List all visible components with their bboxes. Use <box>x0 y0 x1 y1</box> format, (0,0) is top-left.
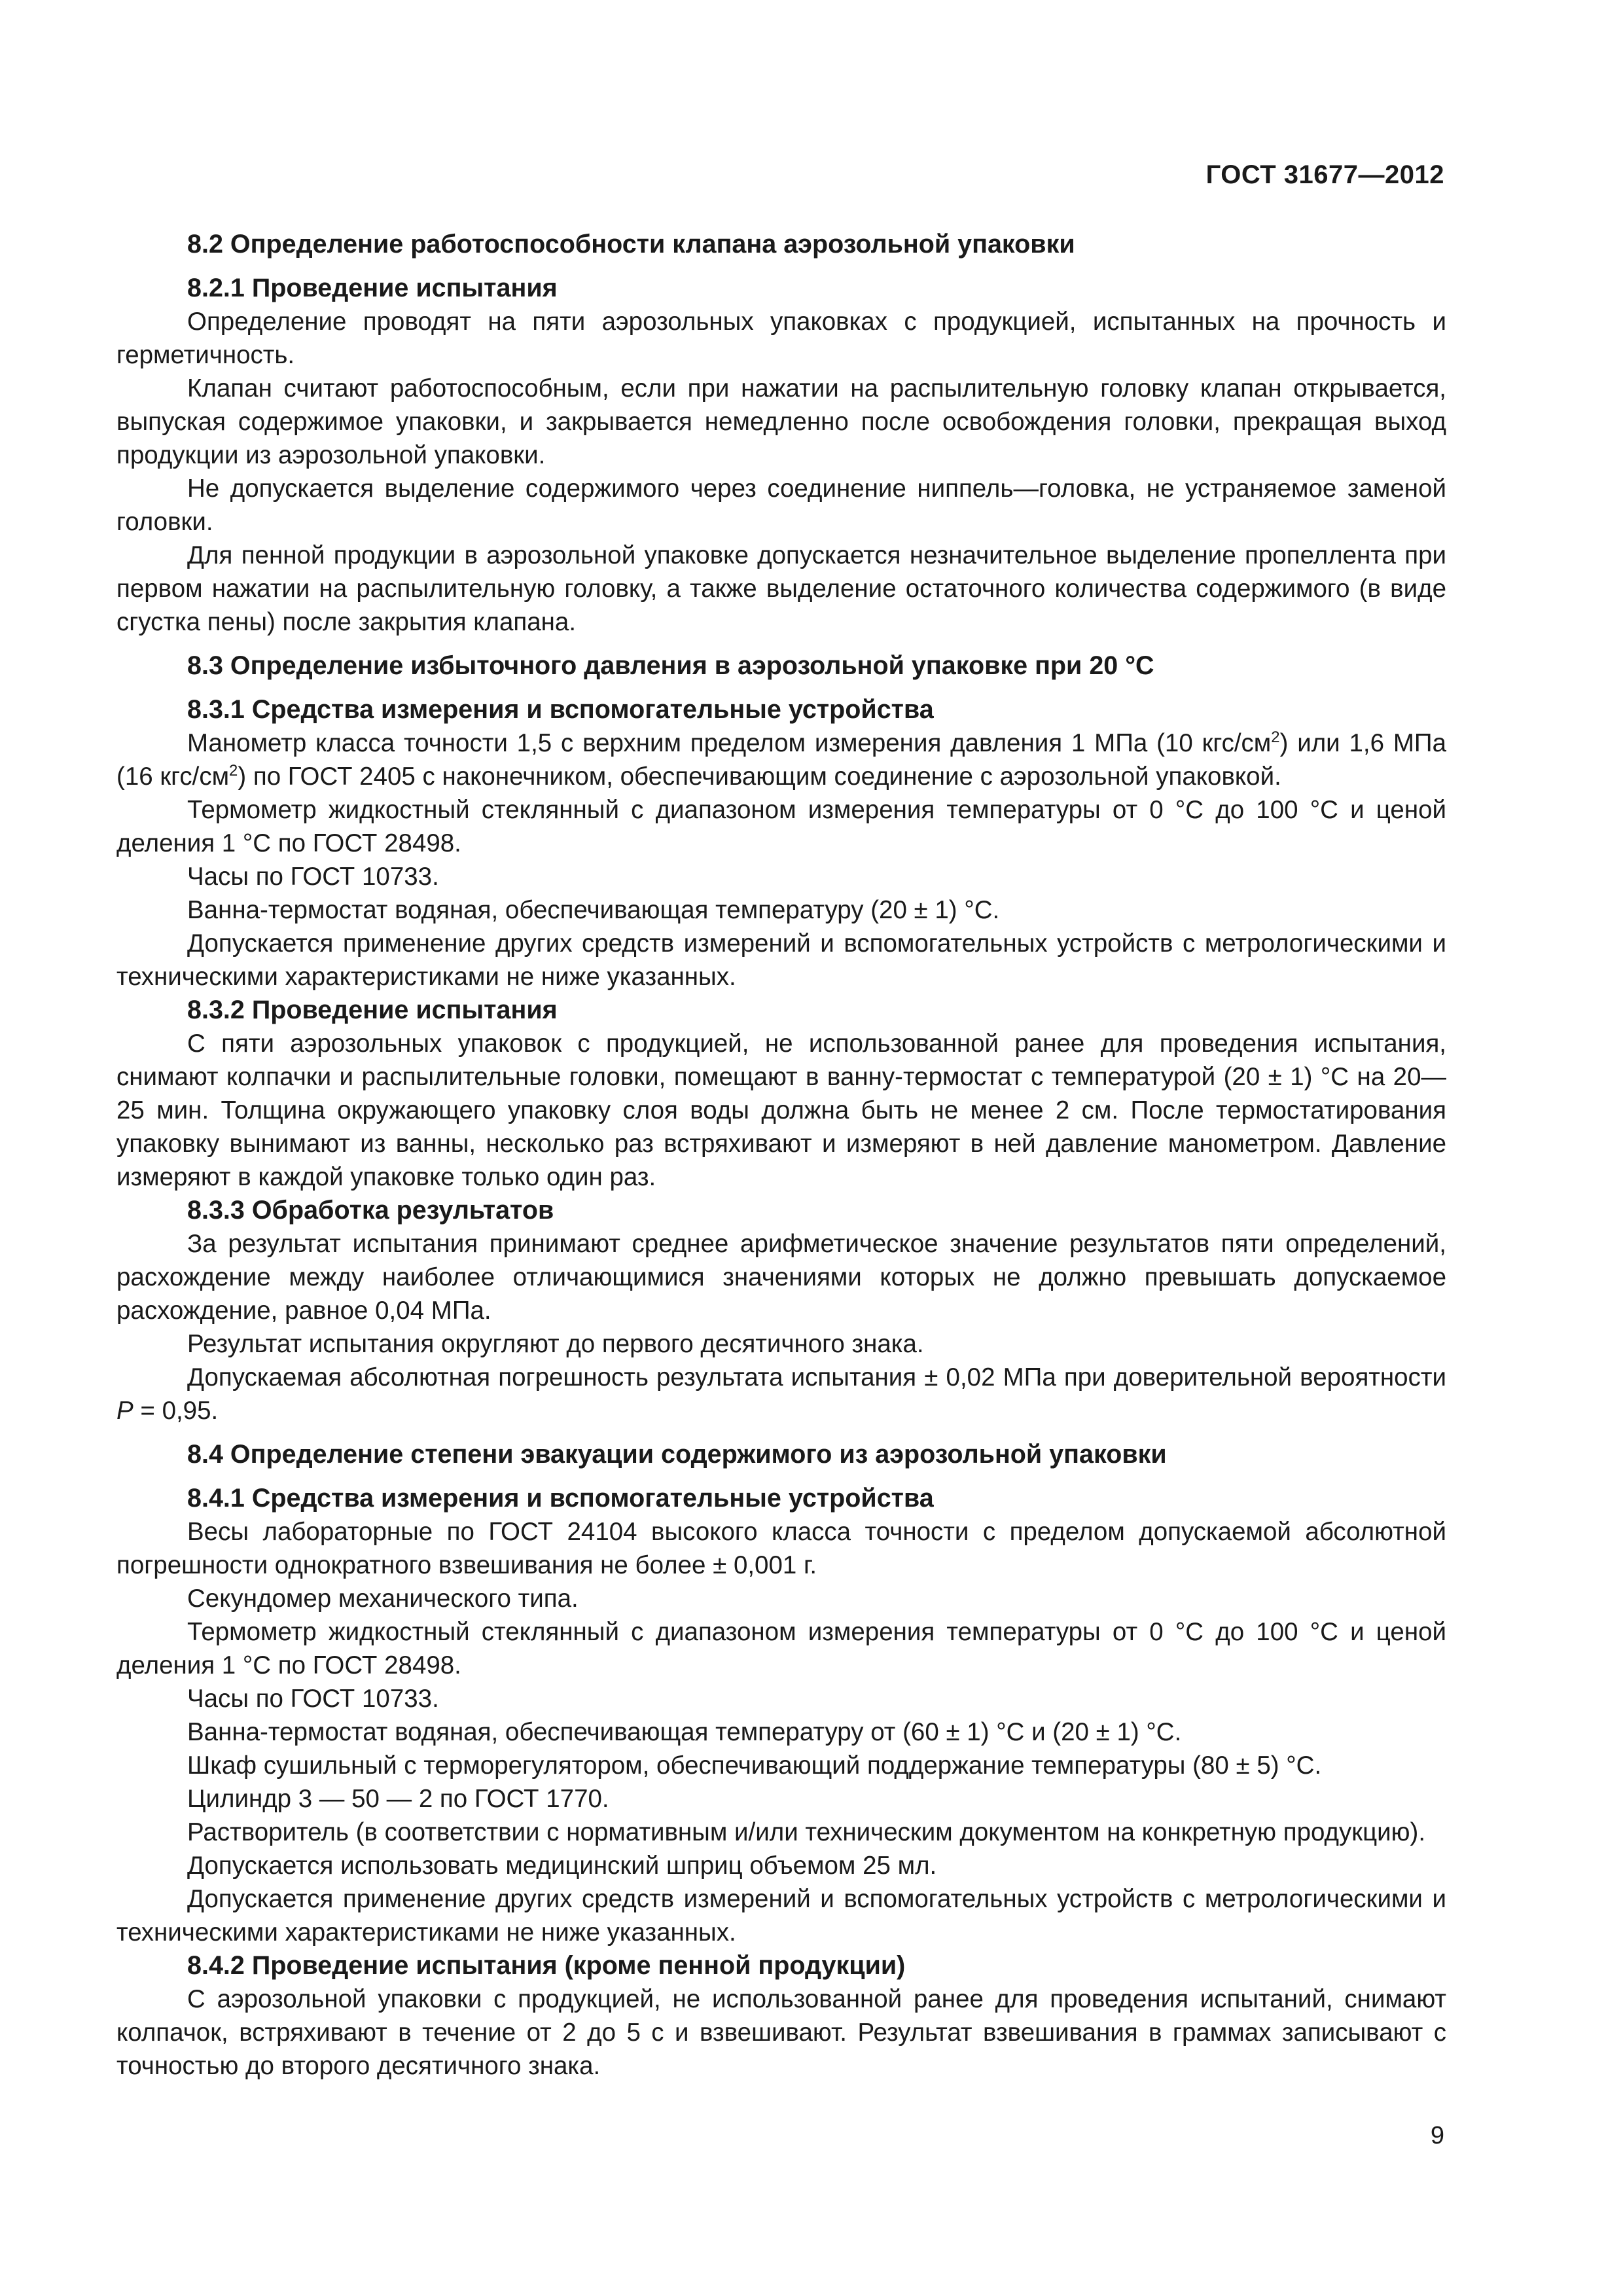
paragraph: Ванна-термостат водяная, обеспечивающая температуру от (60 ± 1) °С и (20 ± 1) °С. <box>187 1718 1182 1746</box>
subsection-heading-8-3-2: 8.3.2 Проведение испытания <box>187 996 558 1024</box>
superscript: 2 <box>1271 728 1280 747</box>
text-run: ) или 1,6 МПа (16 кгс/см <box>116 729 1447 791</box>
subsection-heading-8-3-1: 8.3.1 Средства измерения и вспомогательные устройства <box>187 695 934 724</box>
paragraph: Ванна-термостат водяная, обеспечивающая температуру (20 ± 1) °С. <box>187 896 1000 924</box>
paragraph: Весы лабораторные по ГОСТ 24104 высокого класса точности с пределом допускаемой абсолютной погрешности однократного взвешивания не более ± 0,001 г. <box>116 1518 1446 1579</box>
paragraph: Результат испытания округляют до первого десятичного знака. <box>187 1330 924 1358</box>
document-code-header: ГОСТ 31677—2012 <box>1205 160 1444 189</box>
subsection-heading-8-3-3: 8.3.3 Обработка результатов <box>187 1196 554 1225</box>
subsection-heading-8-2-1: 8.2.1 Проведение испытания <box>187 274 558 302</box>
section-heading-8-4: 8.4 Определение степени эвакуации содержимого из аэрозольной упаковки <box>187 1440 1167 1469</box>
paragraph: С пяти аэрозольных упаковок с продукцией, не использованной ранее для проведения испытания, снимают колпачки и распылительные головки, помещают в ванну-термостат с температурой (20 ± 1) °С на 20—25 мин. Толщина окружающего упаковку слоя воды должна быть не менее 2 см. После термостатирования упаковку вынимают из ванны, несколько раз встряхивают и измеряют в ней давление манометром. Давление измеряют в каждой упаковке только один раз. <box>116 1030 1446 1191</box>
page-number: 9 <box>1430 2122 1444 2149</box>
paragraph: За результат испытания принимают среднее арифметическое значение результатов пяти определений, расхождение между наиболее отличающимися значениями которых не должно превышать допускаемое расхождение, равное 0,04 МПа. <box>116 1230 1446 1325</box>
text-run: Допускаемая абсолютная погрешность результата испытания ± 0,02 МПа при доверительной вероятности <box>187 1363 1446 1391</box>
paragraph: Не допускается выделение содержимого через соединение ниппель—головка, не устраняемое заменой головки. <box>116 475 1446 536</box>
text-run: Манометр класса точности 1,5 с верхним пределом измерения давления 1 МПа (10 кгс/см <box>187 729 1272 757</box>
subsection-heading-8-4-1: 8.4.1 Средства измерения и вспомогательные устройства <box>187 1484 934 1513</box>
paragraph: Для пенной продукции в аэрозольной упаковке допускается незначительное выделение пропеллента при первом нажатии на распылительную головку, а также выделение остаточного количества содержимого (в виде сгустка пены) после закрытия клапана. <box>116 541 1446 636</box>
paragraph: Клапан считают работоспособным, если при нажатии на распылительную головку клапан открывается, выпуская содержимое упаковки, и закрывается немедленно после освобождения головки, прекращая выход продукции из аэрозольной упаковки. <box>116 374 1446 469</box>
paragraph: Термометр жидкостный стеклянный с диапазоном измерения температуры от 0 °С до 100 °С и ценой деления 1 °С по ГОСТ 28498. <box>116 796 1446 857</box>
paragraph: Допускается применение других средств измерений и вспомогательных устройств с метрологическими и техническими характеристиками не ниже указанных. <box>116 1885 1446 1946</box>
text-run: ) по ГОСТ 2405 с наконечником, обеспечивающим соединение с аэрозольной упаковкой. <box>238 762 1281 791</box>
paragraph: Допускается применение других средств измерений и вспомогательных устройств с метрологическими и техническими характеристиками не ниже указанных. <box>116 929 1446 991</box>
paragraph: Допускается использовать медицинский шприц объемом 25 мл. <box>187 1852 937 1880</box>
paragraph <box>116 1361 1446 1427</box>
paragraph: Растворитель (в соответствии с нормативным и/или техническим документом на конкретную продукцию). <box>187 1818 1426 1846</box>
paragraph: Термометр жидкостный стеклянный с диапазоном измерения температуры от 0 °С до 100 °С и ценой деления 1 °С по ГОСТ 28498. <box>116 1618 1446 1679</box>
paragraph: Цилиндр 3 — 50 — 2 по ГОСТ 1770. <box>187 1785 609 1813</box>
paragraph: Часы по ГОСТ 10733. <box>187 1685 439 1713</box>
paragraph: Определение проводят на пяти аэрозольных упаковках с продукцией, испытанных на прочность и герметичность. <box>116 308 1446 369</box>
section-heading-8-2: 8.2 Определение работоспособности клапана аэрозольной упаковки <box>187 230 1075 259</box>
superscript: 2 <box>229 762 238 780</box>
paragraph: С аэрозольной упаковки с продукцией, не использованной ранее для проведения испытаний, снимают колпачок, встряхивают в течение от 2 до 5 с и взвешивают. Результат взвешивания в граммах записывают с точностью до второго десятичного знака. <box>116 1985 1446 2080</box>
paragraph: Шкаф сушильный с терморегулятором, обеспечивающий поддержание температуры (80 ± 5) °С. <box>187 1751 1322 1780</box>
subsection-heading-8-4-2: 8.4.2 Проведение испытания (кроме пенной продукции) <box>187 1951 906 1980</box>
section-heading-8-3: 8.3 Определение избыточного давления в аэрозольной упаковке при 20 °С <box>187 651 1154 680</box>
document-body <box>116 228 1446 2083</box>
paragraph: Секундомер механического типа. <box>187 1585 579 1613</box>
paragraph: Часы по ГОСТ 10733. <box>187 863 439 891</box>
paragraph <box>116 726 1446 793</box>
italic-symbol: Р <box>116 1397 134 1425</box>
text-run: = 0,95. <box>133 1397 219 1425</box>
